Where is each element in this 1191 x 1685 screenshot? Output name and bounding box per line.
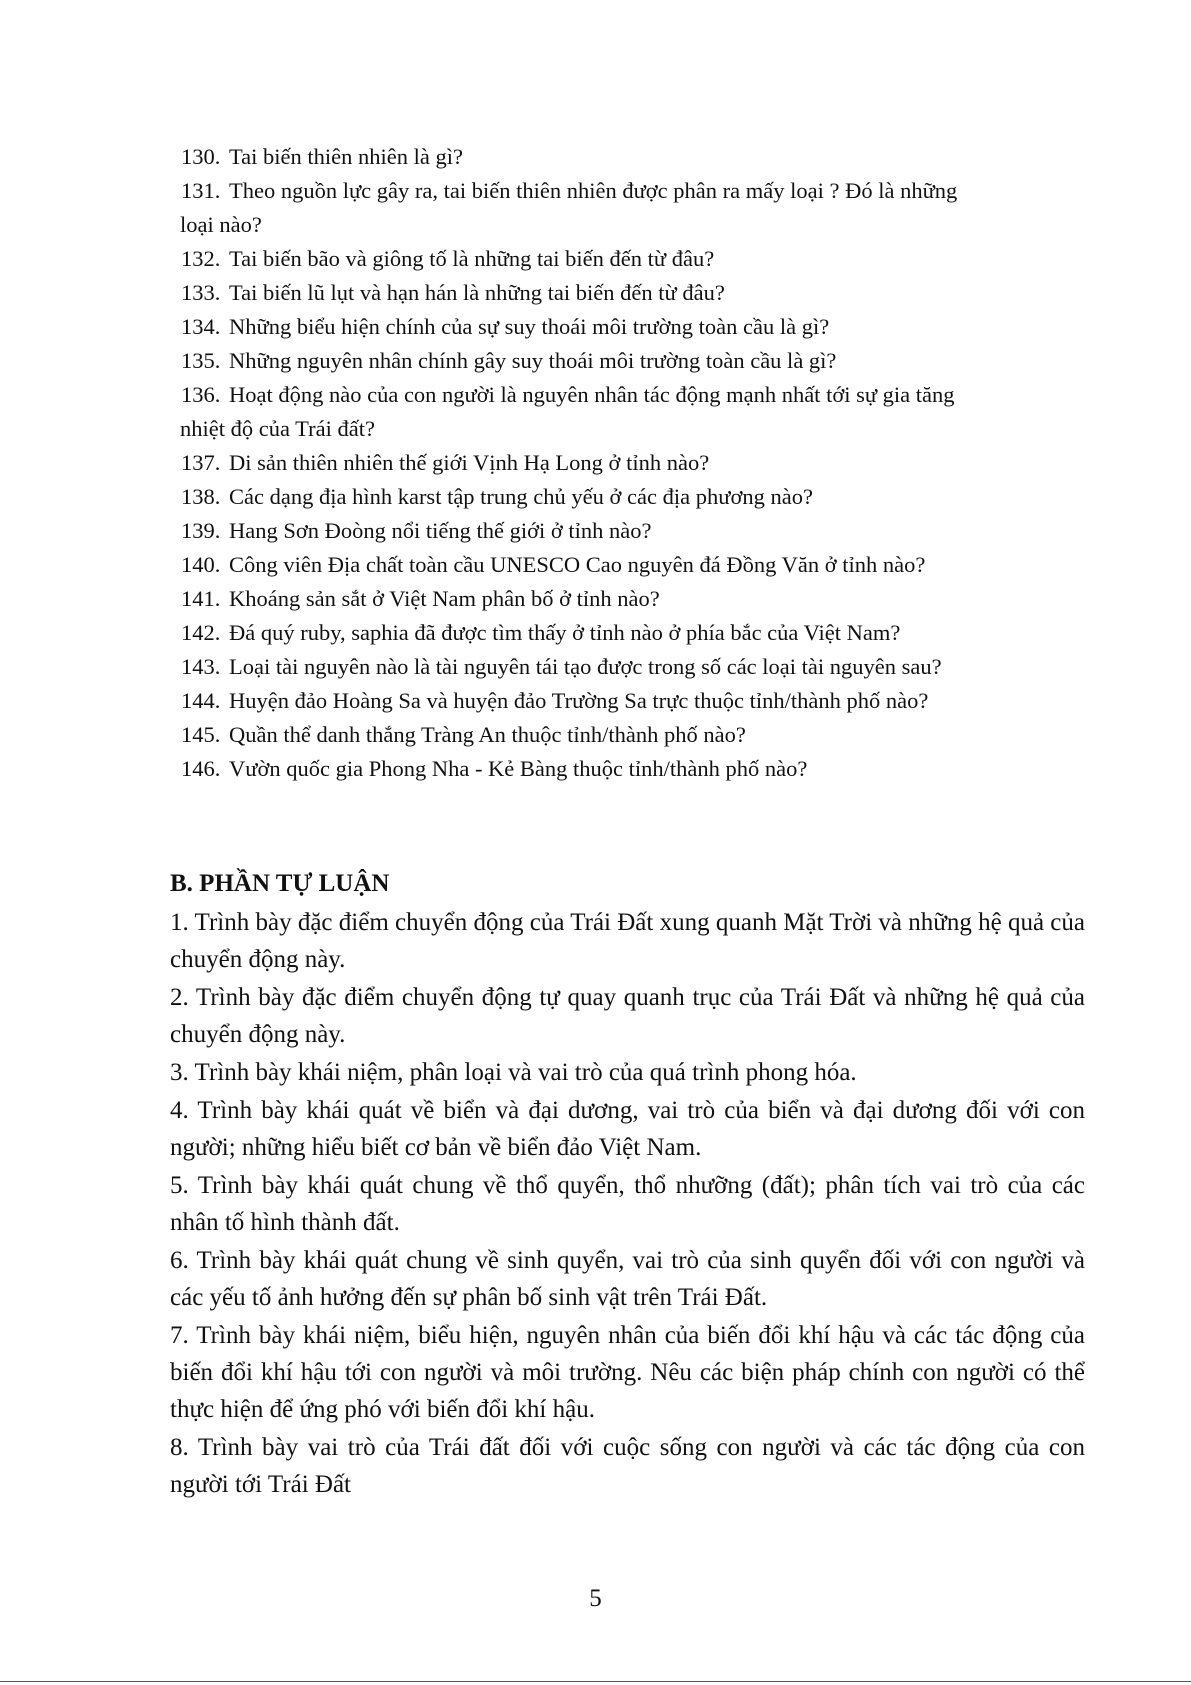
question-text: Tai biến thiên nhiên là gì? bbox=[229, 144, 463, 169]
section-title: B. PHẦN TỰ LUẬN bbox=[170, 870, 390, 897]
list-item bbox=[181, 378, 1086, 446]
question-text: Khoáng sản sắt ở Việt Nam phân bố ở tỉnh nào? bbox=[229, 586, 660, 611]
question-text: Hoạt động nào của con người là nguyên nhân tác động mạnh nhất tới sự gia tăng bbox=[229, 382, 955, 407]
essay-item: 5. Trình bày khái quát chung về thổ quyển, thổ nhưỡng (đất); phân tích vai trò của các nhân tố hình thành đất. bbox=[170, 1172, 1085, 1236]
page-bottom-divider bbox=[0, 1681, 1191, 1682]
question-number: 140. bbox=[181, 552, 221, 577]
question-text: Tai biến bão và giông tố là những tai biến đến từ đâu? bbox=[229, 246, 715, 271]
question-text: Tai biến lũ lụt và hạn hán là những tai biến đến từ đâu? bbox=[229, 280, 725, 305]
list-item bbox=[181, 752, 1086, 786]
question-number: 142. bbox=[181, 620, 221, 645]
question-text: Đá quý ruby, saphia đã được tìm thấy ở tỉnh nào ở phía bắc của Việt Nam? bbox=[229, 620, 901, 645]
list-item bbox=[181, 446, 1086, 480]
question-number: 138. bbox=[181, 484, 221, 509]
list-item bbox=[181, 174, 1086, 242]
essay-item: 7. Trình bày khái niệm, biểu hiện, nguyên nhân của biến đổi khí hậu và các tác động của biến đổi khí hậu tới con người và môi trường. Nêu các biện pháp chính con người có thể thực hiện để ứng phó với biến đổi khí hậu. bbox=[170, 1322, 1085, 1423]
list-item bbox=[181, 582, 1086, 616]
essay-item: 3. Trình bày khái niệm, phân loại và vai trò của quá trình phong hóa. bbox=[170, 1059, 857, 1086]
question-list bbox=[181, 140, 1086, 786]
list-item bbox=[181, 480, 1086, 514]
question-text: Công viên Địa chất toàn cầu UNESCO Cao nguyên đá Đồng Văn ở tỉnh nào? bbox=[229, 552, 926, 577]
list-item bbox=[181, 242, 1086, 276]
question-number: 145. bbox=[181, 722, 221, 747]
list-item bbox=[181, 276, 1086, 310]
question-text: Loại tài nguyên nào là tài nguyên tái tạo được trong số các loại tài nguyên sau? bbox=[229, 654, 942, 679]
list-item bbox=[181, 684, 1086, 718]
question-text-continued: loại nào? bbox=[180, 212, 262, 237]
list-item bbox=[181, 650, 1086, 684]
page-number: 5 bbox=[589, 1585, 602, 1612]
question-number: 131. bbox=[181, 178, 221, 203]
essay-item: 4. Trình bày khái quát về biển và đại dương, vai trò của biển và đại dương đối với con người; những hiểu biết cơ bản về biển đảo Việt Nam. bbox=[170, 1097, 1085, 1161]
question-text: Những biểu hiện chính của sự suy thoái môi trường toàn cầu là gì? bbox=[229, 314, 830, 339]
essay-item: 2. Trình bày đặc điểm chuyển động tự quay quanh trục của Trái Đất và những hệ quả của chuyển động này. bbox=[170, 984, 1085, 1048]
question-number: 139. bbox=[181, 518, 221, 543]
question-text: Vườn quốc gia Phong Nha - Kẻ Bàng thuộc tỉnh/thành phố nào? bbox=[229, 756, 808, 781]
question-number: 134. bbox=[181, 314, 221, 339]
question-number: 146. bbox=[181, 756, 221, 781]
question-text: Những nguyên nhân chính gây suy thoái môi trường toàn cầu là gì? bbox=[229, 348, 837, 373]
question-number: 132. bbox=[181, 246, 221, 271]
question-text: Quần thể danh thắng Tràng An thuộc tỉnh/thành phố nào? bbox=[229, 722, 746, 747]
question-number: 141. bbox=[181, 586, 221, 611]
question-number: 137. bbox=[181, 450, 221, 475]
list-item bbox=[181, 140, 1086, 174]
question-number: 136. bbox=[181, 382, 221, 407]
essay-section bbox=[170, 866, 1085, 1504]
list-item bbox=[181, 310, 1086, 344]
question-text: Theo nguồn lực gây ra, tai biến thiên nhiên được phân ra mấy loại ? Đó là những bbox=[229, 178, 958, 203]
question-text: Huyện đảo Hoàng Sa và huyện đảo Trường Sa trực thuộc tỉnh/thành phố nào? bbox=[229, 688, 929, 713]
question-number: 143. bbox=[181, 654, 221, 679]
list-item bbox=[181, 616, 1086, 650]
essay-item: 6. Trình bày khái quát chung về sinh quyển, vai trò của sinh quyển đối với con người và các yếu tố ảnh hưởng đến sự phân bố sinh vật trên Trái Đất. bbox=[170, 1247, 1085, 1311]
question-number: 135. bbox=[181, 348, 221, 373]
question-number: 130. bbox=[181, 144, 221, 169]
question-number: 144. bbox=[181, 688, 221, 713]
question-text-continued: nhiệt độ của Trái đất? bbox=[180, 416, 375, 441]
question-number: 133. bbox=[181, 280, 221, 305]
list-item bbox=[181, 344, 1086, 378]
list-item bbox=[181, 548, 1086, 582]
question-text: Hang Sơn Đoòng nổi tiếng thế giới ở tỉnh nào? bbox=[229, 518, 652, 543]
question-text: Các dạng địa hình karst tập trung chủ yếu ở các địa phương nào? bbox=[229, 484, 813, 509]
essay-item: 8. Trình bày vai trò của Trái đất đối với cuộc sống con người và các tác động của con người tới Trái Đất bbox=[170, 1434, 1085, 1498]
question-text: Di sản thiên nhiên thế giới Vịnh Hạ Long ở tỉnh nào? bbox=[229, 450, 710, 475]
list-item bbox=[181, 718, 1086, 752]
list-item bbox=[181, 514, 1086, 548]
essay-item: 1. Trình bày đặc điểm chuyển động của Trái Đất xung quanh Mặt Trời và những hệ quả của chuyển động này. bbox=[170, 909, 1085, 973]
